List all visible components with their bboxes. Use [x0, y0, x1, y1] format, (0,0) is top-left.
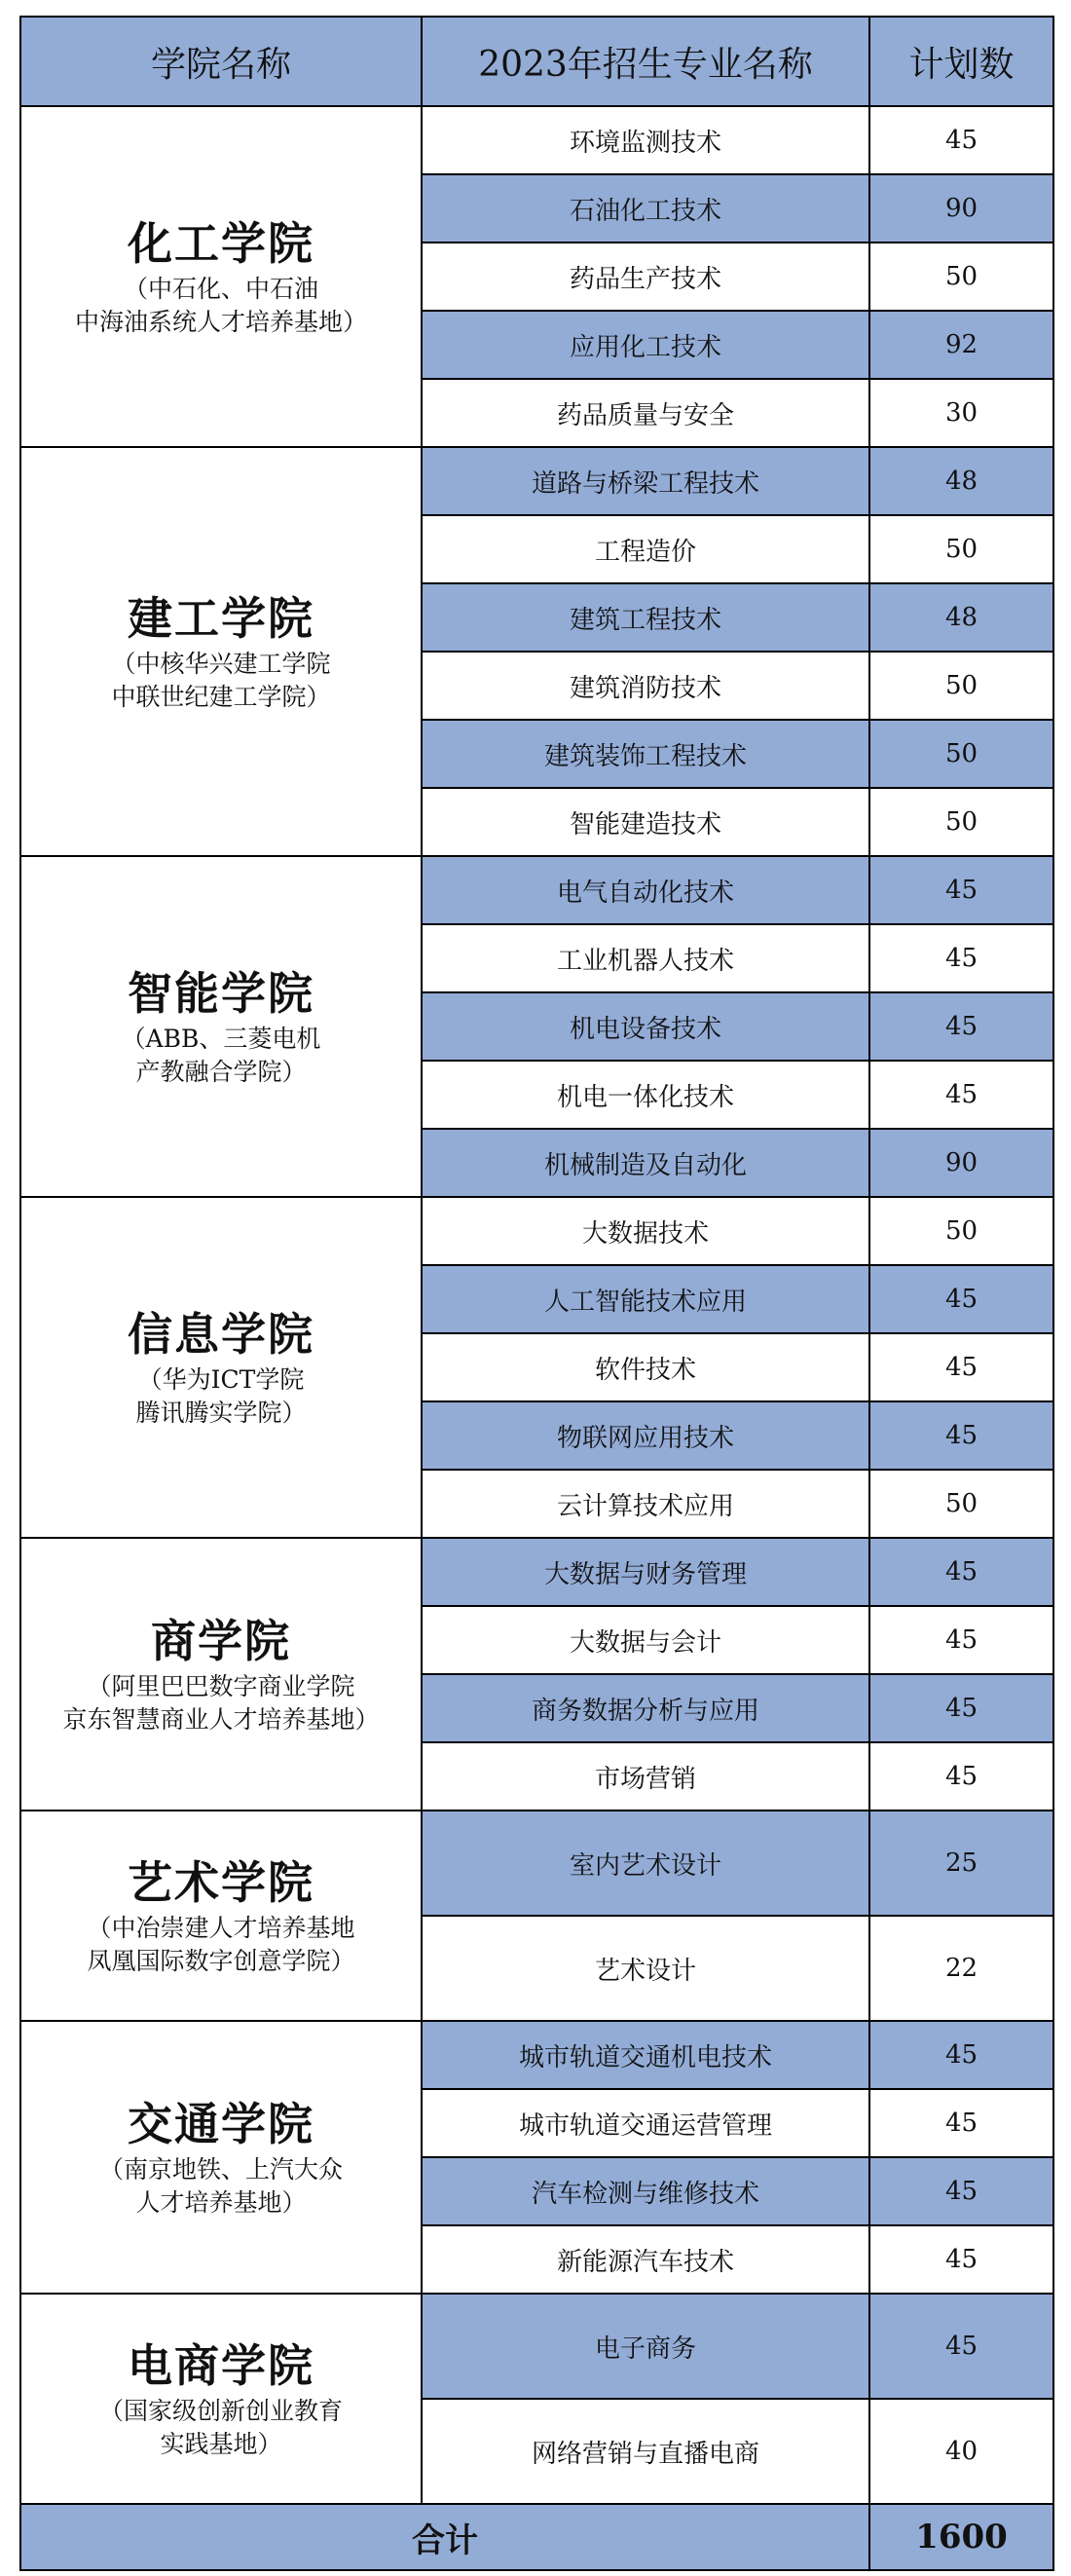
plan-count: 45 — [869, 106, 1053, 174]
major-name: 智能建造技术 — [422, 788, 869, 856]
major-name: 石油化工技术 — [422, 174, 869, 243]
major-name: 大数据与会计 — [422, 1606, 869, 1674]
college-cell — [20, 856, 422, 1197]
major-name: 工程造价 — [422, 515, 869, 583]
plan-count: 48 — [869, 583, 1053, 652]
plan-count: 45 — [869, 2294, 1053, 2399]
plan-count: 45 — [869, 2157, 1053, 2225]
header-college: 学院名称 — [20, 17, 422, 106]
major-name: 电子商务 — [422, 2294, 869, 2399]
plan-count: 50 — [869, 515, 1053, 583]
major-name: 室内艺术设计 — [422, 1811, 869, 1916]
plan-count: 45 — [869, 992, 1053, 1061]
table-row — [20, 1811, 1053, 1916]
college-note: （阿里巴巴数字商业学院 京东智慧商业人才培养基地） — [62, 1672, 380, 1734]
plan-count: 50 — [869, 720, 1053, 788]
plan-count: 45 — [869, 1265, 1053, 1333]
enrollment-plan-table — [19, 16, 1054, 2571]
plan-count: 45 — [869, 1401, 1053, 1470]
total-value: 1600 — [869, 2504, 1053, 2570]
major-name: 市场营销 — [422, 1742, 869, 1811]
plan-count: 30 — [869, 379, 1053, 447]
college-name: 商学院 — [151, 1615, 291, 1667]
plan-count: 45 — [869, 924, 1053, 992]
plan-count: 48 — [869, 447, 1053, 515]
major-name: 机械制造及自动化 — [422, 1129, 869, 1197]
major-name: 应用化工技术 — [422, 311, 869, 379]
college-name: 建工学院 — [128, 592, 314, 645]
major-name: 药品生产技术 — [422, 243, 869, 311]
college-cell — [20, 2294, 422, 2504]
major-name: 大数据技术 — [422, 1197, 869, 1265]
major-name: 网络营销与直播电商 — [422, 2399, 869, 2504]
major-name: 机电一体化技术 — [422, 1061, 869, 1129]
college-note: （中核华兴建工学院 中联世纪建工学院） — [111, 650, 331, 711]
plan-count: 90 — [869, 174, 1053, 243]
plan-count: 50 — [869, 652, 1053, 720]
table-row — [20, 1538, 1053, 1606]
college-note: （华为ICT学院 腾讯腾实学院） — [135, 1365, 307, 1427]
plan-count: 45 — [869, 2089, 1053, 2157]
plan-count: 45 — [869, 856, 1053, 924]
major-name: 建筑消防技术 — [422, 652, 869, 720]
plan-count: 45 — [869, 2225, 1053, 2294]
table-row — [20, 1197, 1053, 1265]
major-name: 机电设备技术 — [422, 992, 869, 1061]
major-name: 新能源汽车技术 — [422, 2225, 869, 2294]
major-name: 电气自动化技术 — [422, 856, 869, 924]
plan-count: 40 — [869, 2399, 1053, 2504]
major-name: 工业机器人技术 — [422, 924, 869, 992]
plan-count: 45 — [869, 1742, 1053, 1811]
enrollment-plan-container — [19, 16, 1054, 2571]
college-name: 智能学院 — [128, 967, 314, 1020]
table-row — [20, 2021, 1053, 2089]
header-row — [20, 17, 1053, 106]
major-name: 物联网应用技术 — [422, 1401, 869, 1470]
table-row — [20, 447, 1053, 515]
college-cell — [20, 1811, 422, 2021]
table-row — [20, 106, 1053, 174]
major-name: 商务数据分析与应用 — [422, 1674, 869, 1742]
major-name: 城市轨道交通机电技术 — [422, 2021, 869, 2089]
plan-count: 22 — [869, 1916, 1053, 2021]
college-note: （国家级创新创业教育 实践基地） — [98, 2397, 343, 2458]
college-cell — [20, 1538, 422, 1811]
total-row — [20, 2504, 1053, 2570]
plan-count: 45 — [869, 1333, 1053, 1401]
college-note: （南京地铁、上汽大众 人才培养基地） — [98, 2155, 343, 2217]
college-cell — [20, 1197, 422, 1538]
plan-count: 50 — [869, 788, 1053, 856]
major-name: 道路与桥梁工程技术 — [422, 447, 869, 515]
major-name: 环境监测技术 — [422, 106, 869, 174]
college-name: 艺术学院 — [128, 1856, 314, 1909]
plan-count: 45 — [869, 2021, 1053, 2089]
college-name: 化工学院 — [128, 217, 314, 270]
plan-count: 45 — [869, 1061, 1053, 1129]
major-name: 汽车检测与维修技术 — [422, 2157, 869, 2225]
plan-count: 90 — [869, 1129, 1053, 1197]
header-major: 2023年招生专业名称 — [422, 17, 869, 106]
table-row — [20, 856, 1053, 924]
college-cell — [20, 447, 422, 856]
major-name: 云计算技术应用 — [422, 1470, 869, 1538]
table-body — [20, 106, 1053, 2504]
plan-count: 92 — [869, 311, 1053, 379]
major-name: 软件技术 — [422, 1333, 869, 1401]
major-name: 城市轨道交通运营管理 — [422, 2089, 869, 2157]
plan-count: 45 — [869, 1538, 1053, 1606]
plan-count: 50 — [869, 243, 1053, 311]
college-name: 电商学院 — [128, 2339, 314, 2392]
major-name: 建筑装饰工程技术 — [422, 720, 869, 788]
major-name: 大数据与财务管理 — [422, 1538, 869, 1606]
table-row — [20, 2294, 1053, 2399]
total-label: 合计 — [20, 2504, 869, 2570]
college-note: （中石化、中石油 中海油系统人才培养基地） — [74, 275, 367, 336]
major-name: 人工智能技术应用 — [422, 1265, 869, 1333]
major-name: 艺术设计 — [422, 1916, 869, 2021]
college-name: 交通学院 — [128, 2098, 314, 2150]
college-name: 信息学院 — [128, 1308, 314, 1361]
major-name: 建筑工程技术 — [422, 583, 869, 652]
college-cell — [20, 2021, 422, 2294]
plan-count: 45 — [869, 1606, 1053, 1674]
college-cell — [20, 106, 422, 447]
header-plan: 计划数 — [869, 17, 1053, 106]
plan-count: 45 — [869, 1674, 1053, 1742]
major-name: 药品质量与安全 — [422, 379, 869, 447]
plan-count: 25 — [869, 1811, 1053, 1916]
plan-count: 50 — [869, 1470, 1053, 1538]
college-note: （中冶崇建人才培养基地 凤凰国际数字创意学院） — [87, 1914, 355, 1975]
college-note: （ABB、三菱电机 产教融合学院） — [121, 1025, 321, 1086]
plan-count: 50 — [869, 1197, 1053, 1265]
